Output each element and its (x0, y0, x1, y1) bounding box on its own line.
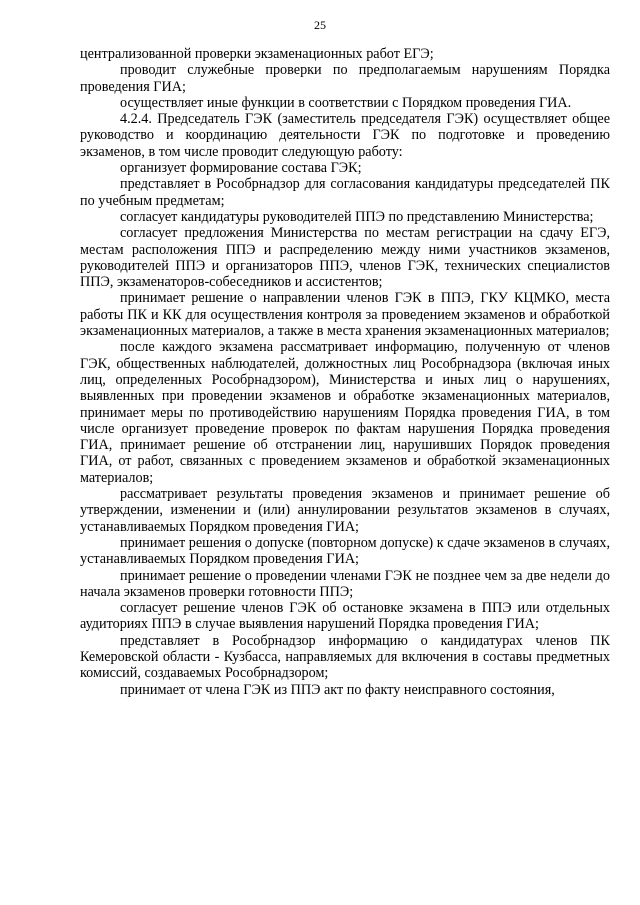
paragraph: представляет в Рособрнадзор информацию о кандидатурах членов ПК Кемеровской области - Кузбасса, направляемых для включения в составы предметных комиссий, создаваемых Рособрнадзором; (80, 632, 610, 682)
paragraph: осуществляет иные функции в соответствии с Порядком проведения ГИА. (120, 94, 572, 111)
paragraph: рассматривает результаты проведения экзаменов и принимает решение об утверждении, изменении и (или) аннулировании результатов экзаменов в случаях, устанавливаемых Порядком проведения ГИА; (80, 486, 610, 535)
paragraph: согласует решение членов ГЭК об остановке экзамена в ППЭ или отдельных аудиториях ППЭ в случае выявления нарушений Порядка проведения ГИА; (80, 600, 610, 633)
paragraph: принимает решение о проведении членами ГЭК не позднее чем за две недели до начала экзаменов проверки готовности ППЭ; (80, 567, 610, 600)
document-body (80, 46, 610, 698)
paragraph: принимает от члена ГЭК из ППЭ акт по факту неисправного состояния, (120, 681, 555, 698)
paragraph: согласует кандидатуры руководителей ППЭ по представлению Министерства; (120, 208, 594, 225)
paragraph: организует формирование состава ГЭК; (120, 160, 362, 177)
paragraph: представляет в Рособрнадзор для согласования кандидатуры председателей ПК по учебным предметам; (80, 176, 610, 209)
paragraph: принимает решение о направлении членов ГЭК в ППЭ, ГКУ КЦМКО, места работы ПК и КК для осуществления контроля за проведением экзаменов и обработкой экзаменационных материалов, а также в места хранения экзаменационных материалов; (80, 290, 610, 340)
paragraph: после каждого экзамена рассматривает информацию, полученную от членов ГЭК, общественных наблюдателей, должностных лиц Рособрнадзора (включая иных лиц, определенных Рособрнадзором), Министерства и иных лиц о нарушениях, выявленных при проведении экзаменов и обработке экзаменационных материалов, принимает меры по противодействию нарушениям Порядка проведения ГИА, в том числе организует проведение проверок по фактам нарушения Порядка проведения ГИА, принимает решение об отстранении лиц, нарушивших Порядок проведения ГИА, от работ, связанных с проведением экзаменов и обработкой экзаменационных материалов; (80, 339, 610, 486)
paragraph: централизованной проверки экзаменационных работ ЕГЭ; (80, 46, 434, 62)
section-heading-paragraph: 4.2.4. Председатель ГЭК (заместитель председателя ГЭК) осуществляет общее руководство и координацию деятельности ГЭК по подготовке и проведению экзаменов, в том числе проводит следующую работу: (80, 111, 610, 160)
paragraph: принимает решения о допуске (повторном допуске) к сдаче экзаменов в случаях, устанавливаемых Порядком проведения ГИА; (80, 534, 610, 568)
paragraph: проводит служебные проверки по предполагаемым нарушениям Порядка проведения ГИА; (80, 62, 610, 95)
page-number: 25 (314, 18, 326, 32)
paragraph: согласует предложения Министерства по местам регистрации на сдачу ЕГЭ, местам расположения ППЭ и распределению между ними участников экзаменов, руководителей ППЭ и организаторов ППЭ, членов ГЭК, технических специалистов ППЭ, экзаменаторов-собеседников и ассистентов; (80, 225, 610, 291)
